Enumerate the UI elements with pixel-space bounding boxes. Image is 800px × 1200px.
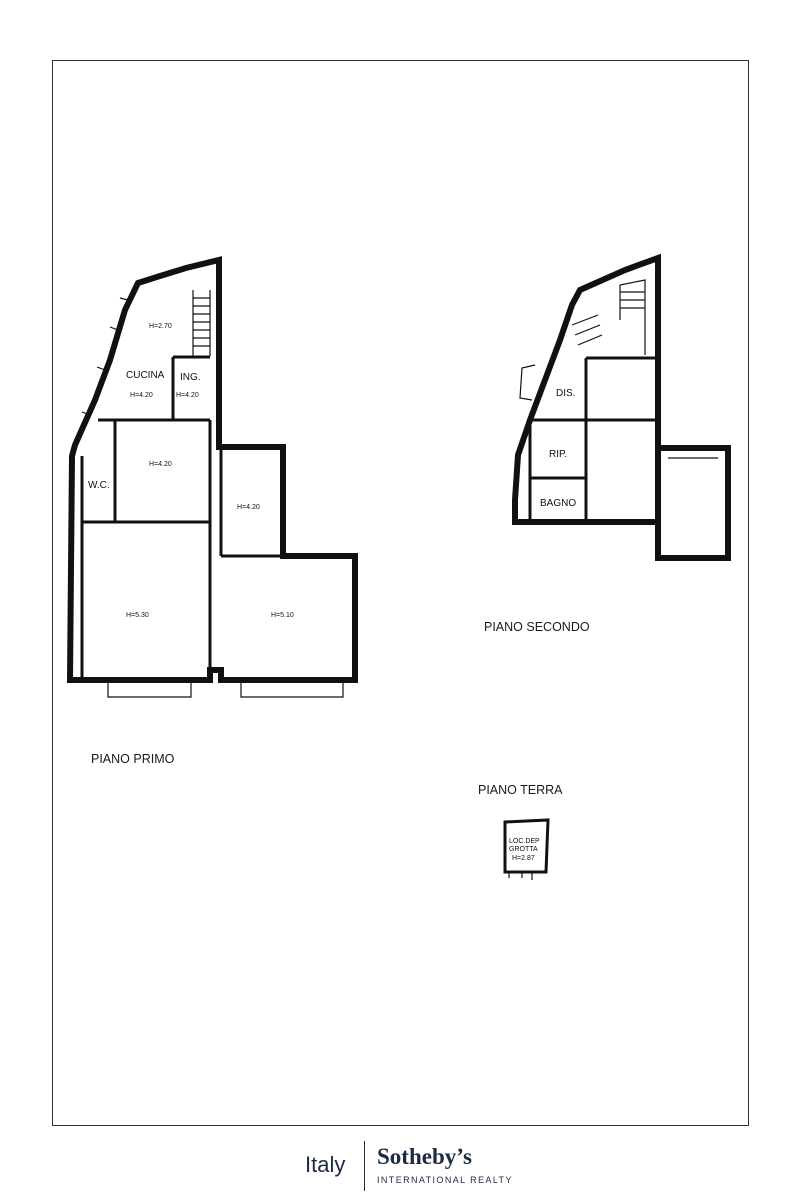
secondo-balcony: [520, 365, 535, 400]
secondo-rip-label: RIP.: [549, 449, 568, 460]
terra-room-line2: GROTTA: [509, 846, 538, 853]
footer-subtitle: INTERNATIONAL REALTY: [377, 1175, 513, 1185]
primo-bigleft-height: H=5.30: [126, 612, 149, 619]
piano-primo-title: PIANO PRIMO: [91, 752, 175, 766]
primo-bigright-height: H=5.10: [271, 612, 294, 619]
primo-wc-label: W.C.: [88, 480, 110, 491]
terra-room-line1: LOC.DEP: [509, 838, 540, 845]
footer-region: Italy: [305, 1152, 346, 1177]
piano-secondo-title: PIANO SECONDO: [484, 620, 590, 634]
brand-footer: [0, 1138, 800, 1200]
plan-piano-primo: [70, 260, 355, 697]
primo-right-height: H=4.20: [237, 504, 260, 511]
primo-outer-wall: [70, 260, 355, 680]
primo-cucina-label: CUCINA: [126, 370, 165, 381]
primo-stairs: [193, 290, 210, 356]
primo-center-height: H=4.20: [149, 461, 172, 468]
plan-piano-secondo: [515, 258, 728, 558]
primo-ing-height: H=4.20: [176, 392, 199, 399]
plan-piano-terra: [505, 820, 548, 880]
terra-room-height: H=2.87: [512, 855, 535, 862]
primo-ing-label: ING.: [180, 372, 201, 383]
secondo-dis-label: DIS.: [556, 388, 576, 399]
primo-cucina-height: H=4.20: [130, 392, 153, 399]
primo-stairs-height: H=2.70: [149, 323, 172, 330]
secondo-bagno-label: BAGNO: [540, 498, 577, 509]
secondo-annex: [658, 448, 728, 558]
piano-terra-title: PIANO TERRA: [478, 783, 563, 797]
footer-brand: Sotheby’s: [377, 1144, 472, 1169]
footer-divider: [364, 1141, 365, 1191]
